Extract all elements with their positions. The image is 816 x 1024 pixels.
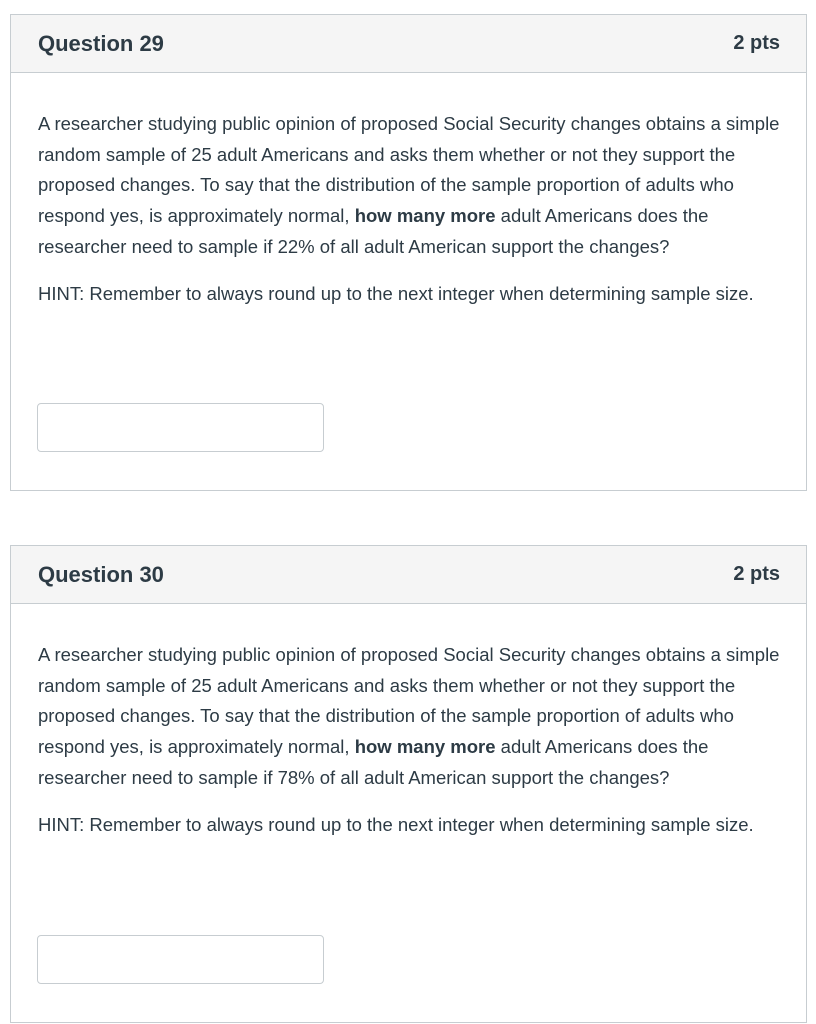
question-header [11, 546, 806, 604]
question-text-part: A researcher studying public opinion of proposed Social Security changes obtains a simple random sample of 25 adult Americans and asks them whether or not they support the proposed changes. To say that the distribution of the sample proportion of adults who respond yes, is approximately normal, [38, 113, 780, 227]
question-text-bold: how many more [354, 205, 496, 227]
question-hint: HINT: Remember to always round up to the next integer when determining sample size. [38, 282, 754, 304]
question-title: Question 30 [38, 561, 164, 587]
question-points: 2 pts [733, 32, 780, 54]
question-text-part: adult Americans does the researcher need to sample if 78% of all adult American support the changes? [38, 736, 709, 788]
answer-input[interactable] [37, 935, 324, 984]
question-body [11, 604, 806, 840]
question-text [38, 640, 780, 794]
question-points: 2 pts [733, 563, 780, 585]
question-body [11, 73, 806, 309]
question-text-part: A researcher studying public opinion of proposed Social Security changes obtains a simple random sample of 25 adult Americans and asks them whether or not they support the proposed changes. To say that the distribution of the sample proportion of adults who respond yes, is approximately normal, [38, 644, 780, 758]
question-text-part: adult Americans does the researcher need to sample if 22% of all adult American support the changes? [38, 205, 709, 257]
question-29-card [10, 14, 807, 491]
question-30-card [10, 545, 807, 1023]
question-header [11, 15, 806, 73]
question-hint: HINT: Remember to always round up to the next integer when determining sample size. [38, 813, 754, 835]
question-text [38, 109, 780, 263]
answer-input[interactable] [37, 403, 324, 452]
question-text-bold: how many more [354, 736, 496, 758]
question-title: Question 29 [38, 30, 164, 56]
